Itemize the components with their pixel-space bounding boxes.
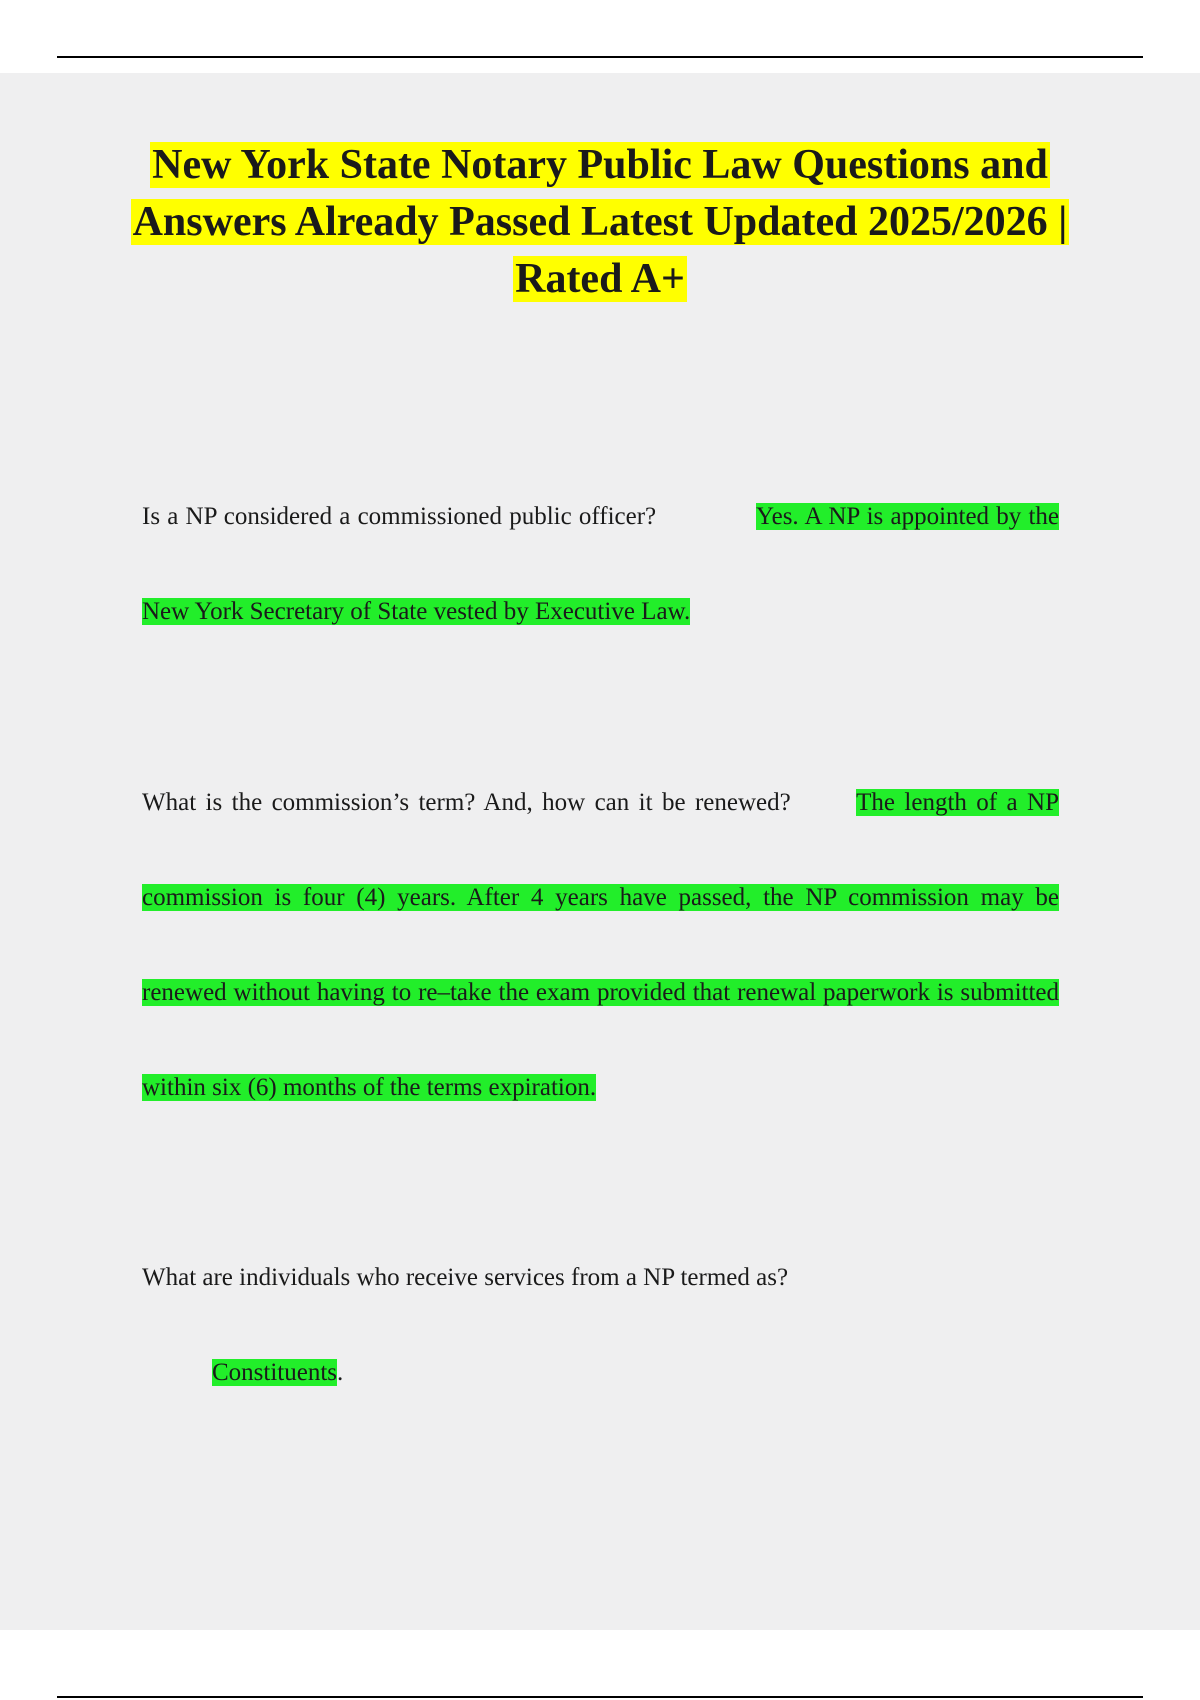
top-rule [57,56,1143,58]
bottom-rule [57,1696,1143,1698]
qa-item-3 [142,1230,1059,1420]
qa-item-1 [142,469,1059,659]
question-1: Is a NP considered a commissioned public officer? [142,503,657,530]
question-3: What are individuals who receive services from a NP termed as? [142,1264,789,1291]
document-title-text: New York State Notary Public Law Questions and Answers Already Passed Latest Updated 2025/2026 | Rated A+ [132,142,1068,302]
answer-1: Yes. A NP is appointed by the New York Secretary of State vested by Executive Law. [142,503,1060,625]
answer-2: The length of a NP commission is four (4) years. After 4 years have passed, the NP commission may be renewed without having to re–take the exam provided that renewal paperwork is submitted within six (6) months of the terms expiration. [142,789,1059,1101]
document-title [120,137,1080,308]
answer-3-period: . [337,1359,344,1386]
question-2: What is the commission’s term? And, how can it be renewed? [142,789,791,816]
qa-item-2 [142,755,1059,1135]
answer-3: Constituents [212,1359,338,1386]
